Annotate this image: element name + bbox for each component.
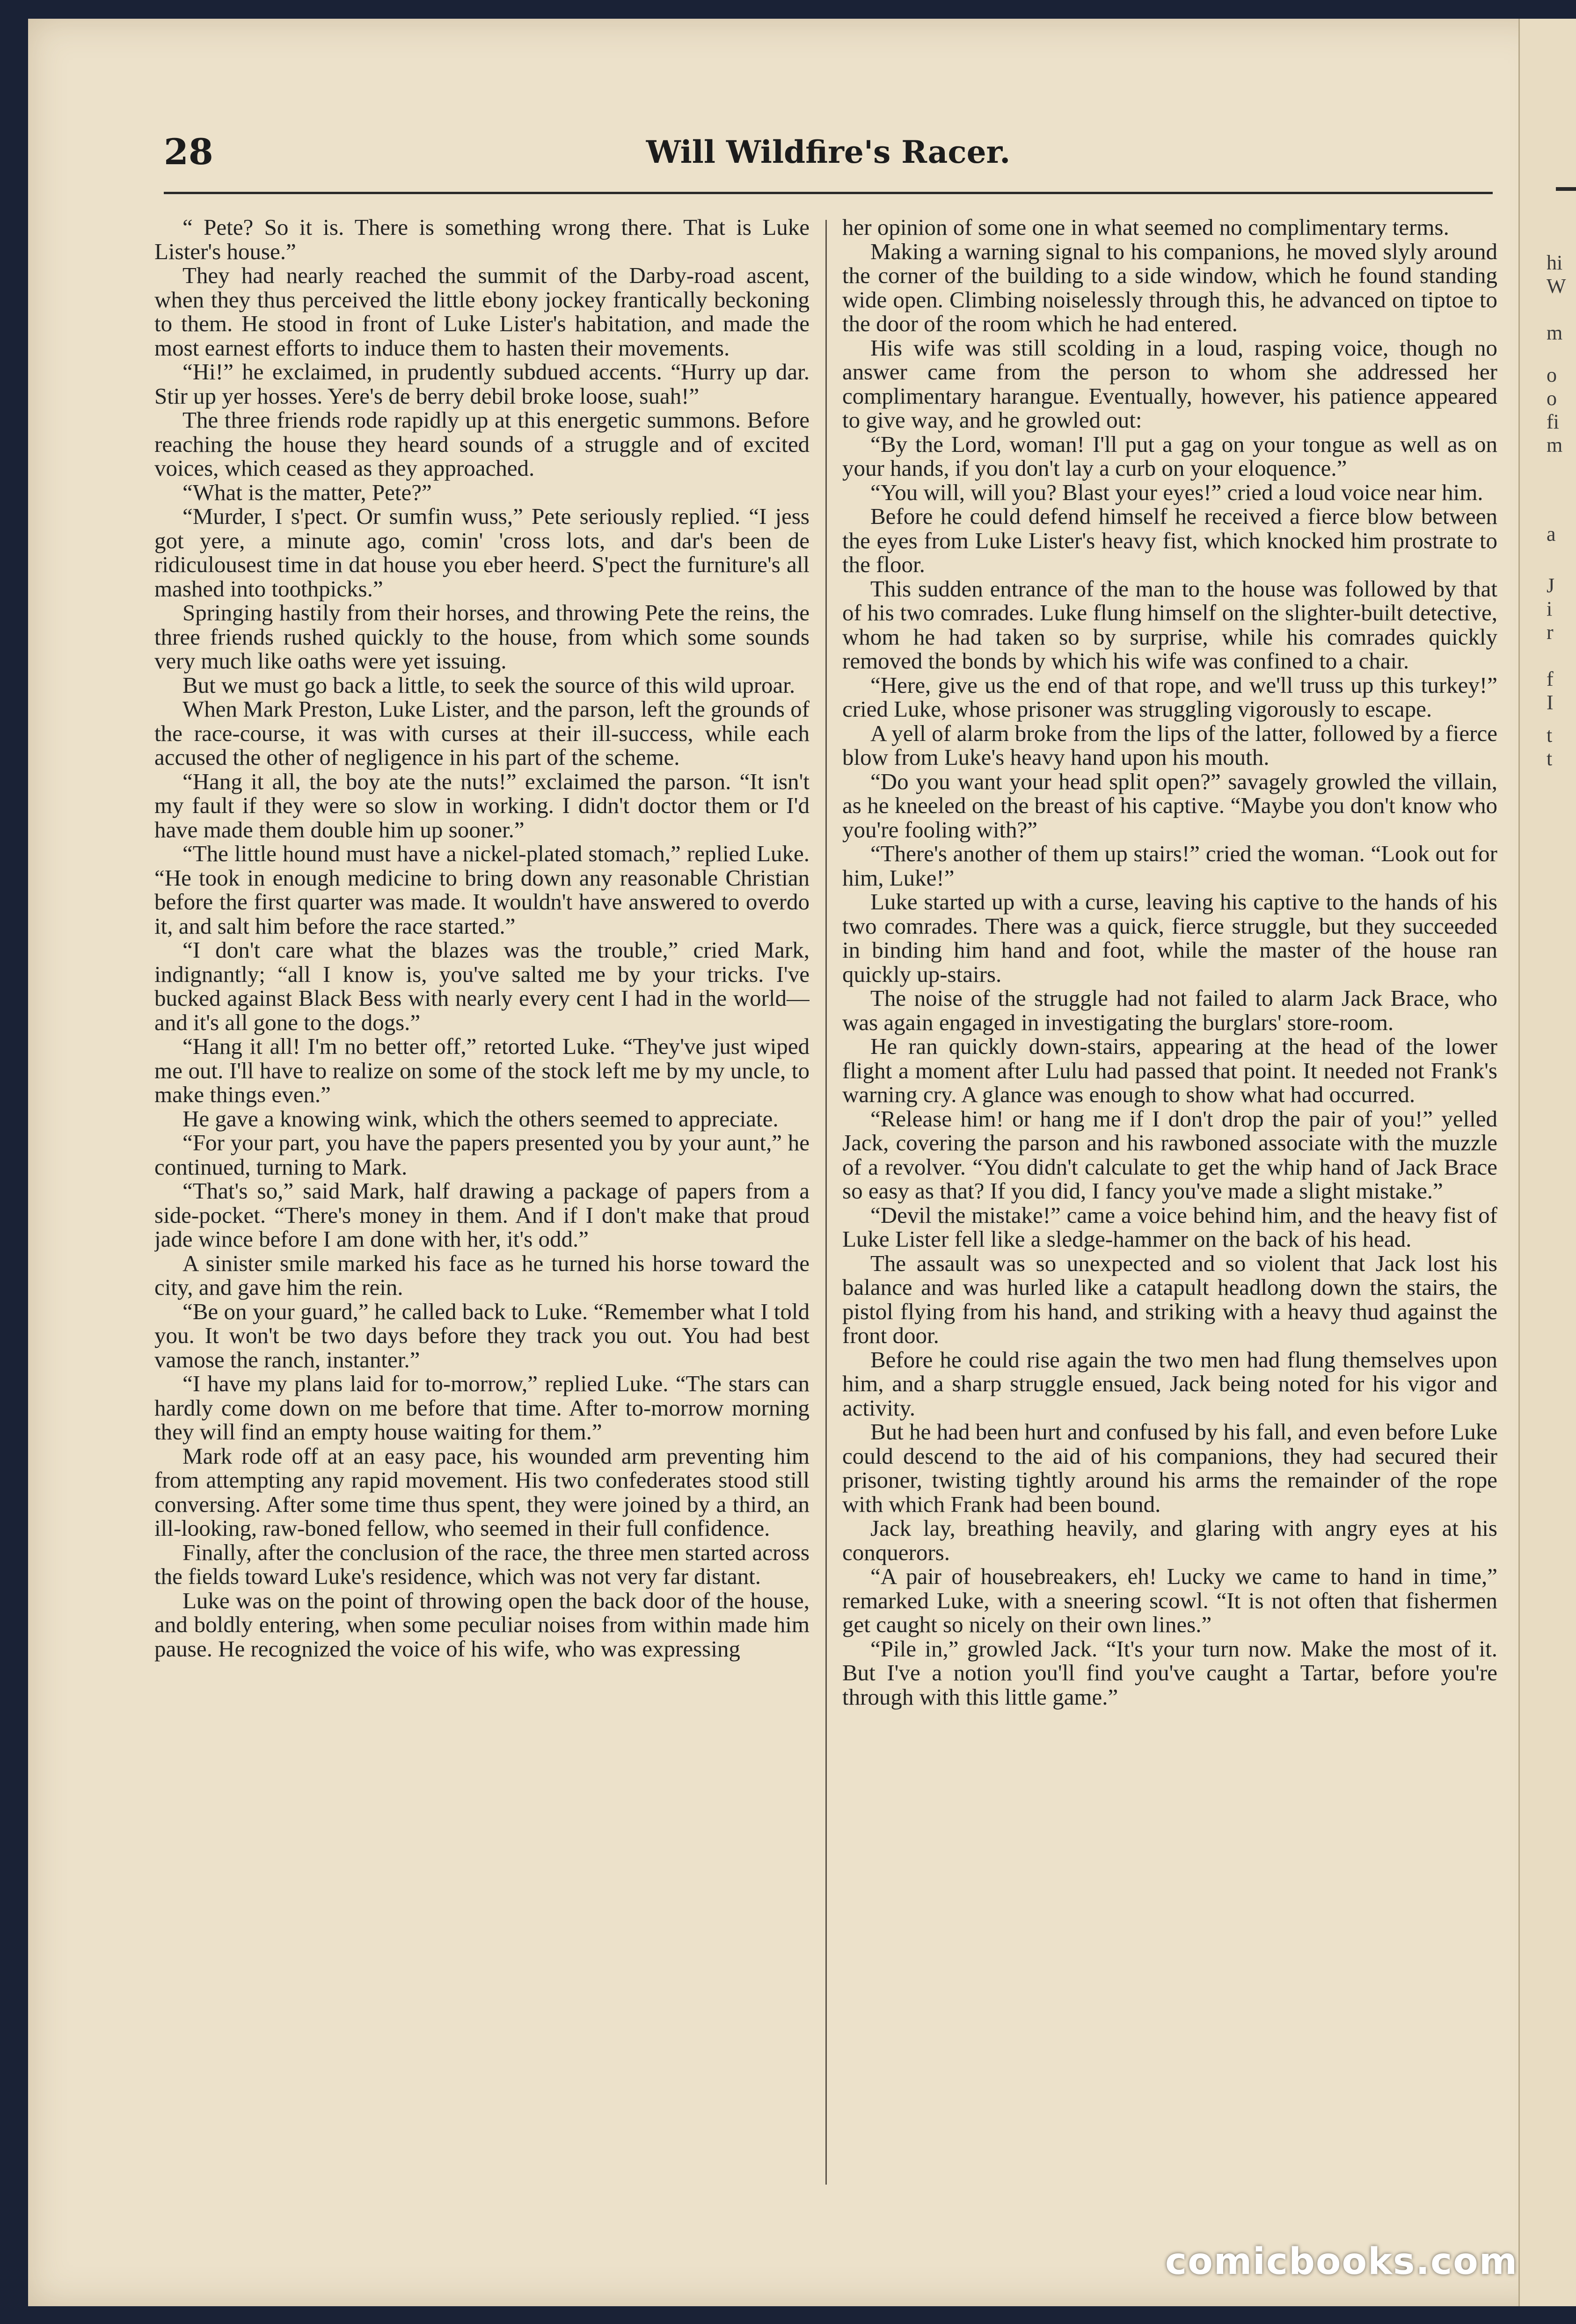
adjacent-page-fragment: r bbox=[1547, 621, 1554, 644]
page-number: 28 bbox=[164, 131, 213, 173]
watermark: comicbooks.com bbox=[1165, 2241, 1518, 2283]
paragraph: “There's another of them up stairs!” cried the woman. “Look out for him, Luke!” bbox=[842, 841, 1497, 891]
paragraph: But we must go back a little, to seek the source of this wild uproar. bbox=[182, 672, 795, 698]
left-column bbox=[154, 215, 810, 2227]
paragraph: A sinister smile marked his face as he turned his horse toward the city, and gave him the rein. bbox=[154, 1250, 810, 1300]
adjacent-page-fragment: f bbox=[1547, 668, 1554, 690]
paragraph: A yell of alarm broke from the lips of the latter, followed by a fierce blow from Luke's heavy hand upon his mouth. bbox=[842, 720, 1497, 770]
paragraph: “Pile in,” growled Jack. “It's your turn now. Make the most of it. But I've a notion you'll find you've caught a Tartar, before you're through with this little game.” bbox=[842, 1635, 1497, 1710]
adjacent-page-fragment: o bbox=[1547, 387, 1557, 410]
adjacent-page-fragment: m bbox=[1547, 434, 1563, 457]
adjacent-page-fragment: o bbox=[1547, 363, 1557, 386]
paragraph: “Do you want your head split open?” savagely growled the villain, as he kneeled on the breast of his captive. “Maybe you don't know who you're fooling with?” bbox=[842, 768, 1497, 842]
paragraph: “Hang it all! I'm no better off,” retorted Luke. “They've just wiped me out. I'll have to realize on some of the stock left me by my uncle, to make things even.” bbox=[154, 1033, 810, 1107]
paragraph: Jack lay, breathing heavily, and glaring with angry eyes at his conquerors. bbox=[842, 1515, 1497, 1565]
paragraph: The assault was so unexpected and so violent that Jack lost his balance and was hurled like a catapult headlong down the stairs, the pistol flying from his hand, and striking with a heavy thud against the front door. bbox=[842, 1250, 1497, 1348]
paragraph: “ Pete? So it is. There is something wrong there. That is Luke Lister's house.” bbox=[154, 215, 810, 264]
paragraph: When Mark Preston, Luke Lister, and the parson, left the grounds of the race-course, it was with curses at their ill-success, while each accused the other of negligence in his part of the scheme. bbox=[154, 696, 810, 770]
adjacent-page-fragment: J bbox=[1547, 574, 1555, 597]
paragraph: “Here, give us the end of that rope, and we'll truss up this turkey!” cried Luke, whose prisoner was struggling vigorously to escape. bbox=[842, 672, 1497, 722]
adjacent-page-fragment: t bbox=[1547, 724, 1553, 747]
paragraph: “What is the matter, Pete?” bbox=[182, 479, 432, 505]
paragraph: The noise of the struggle had not failed to alarm Jack Brace, who was again engaged in investigating the burglars' store-room. bbox=[842, 985, 1497, 1035]
adjacent-page-fragment: W bbox=[1547, 275, 1566, 298]
paragraph: Before he could defend himself he received a fierce blow between the eyes from Luke Lister's heavy fist, which knocked him prostrate to the floor. bbox=[842, 503, 1497, 577]
paragraph: “Hang it all, the boy ate the nuts!” exclaimed the parson. “It isn't my fault if they were so slow in working. I didn't doctor them or I'd have made them double him up sooner.” bbox=[154, 768, 810, 842]
paragraph: He ran quickly down-stairs, appearing at the head of the lower flight a moment after Lulu had passed that point. It needed not Frank's warning cry. A glance was enough to show what had occurred. bbox=[842, 1033, 1497, 1107]
adjacent-page-rule bbox=[1556, 187, 1576, 191]
paragraph: “A pair of housebreakers, eh! Lucky we came to hand in time,” remarked Luke, with a sneering scowl. “It is not often that fishermen get caught so nicely on their own lines.” bbox=[842, 1563, 1497, 1637]
adjacent-page-edge bbox=[1518, 19, 1576, 2306]
adjacent-page-fragment: t bbox=[1547, 747, 1553, 770]
paragraph: “I have my plans laid for to-morrow,” replied Luke. “The stars can hardly come down on me before that time. After to-morrow morning they will find an empty house waiting for them.” bbox=[154, 1371, 810, 1445]
paragraph: “The little hound must have a nickel-plated stomach,” replied Luke. “He took in enough medicine to bring down any reasonable Christian before the first quarter was made. It wouldn't have answered to overdo it, and salt him before the race started.” bbox=[154, 841, 810, 939]
paragraph: “For your part, you have the papers presented you by your aunt,” he continued, turning to Mark. bbox=[154, 1130, 810, 1180]
paragraph: He gave a knowing wink, which the others seemed to appreciate. bbox=[182, 1105, 779, 1132]
paragraph: They had nearly reached the summit of the Darby-road ascent, when they thus perceived the little ebony jockey frantically beckoning to them. He stood in front of Luke Lister's habitation, and made the most earnest efforts to induce them to hasten their movements. bbox=[154, 262, 810, 361]
paragraph: “Devil the mistake!” came a voice behind him, and the heavy fist of Luke Lister fell like a sledge-hammer on the back of his head. bbox=[842, 1202, 1497, 1252]
paragraph: “Be on your guard,” he called back to Luke. “Remember what I told you. It won't be two days before they track you out. You had best vamose the ranch, instanter.” bbox=[154, 1298, 810, 1373]
paragraph: Finally, after the conclusion of the race, the three men started across the fields toward Luke's residence, which was not very far distant. bbox=[154, 1539, 810, 1589]
adjacent-page-fragment: I bbox=[1547, 691, 1554, 714]
page-header bbox=[164, 131, 1493, 178]
paragraph: “That's so,” said Mark, half drawing a package of papers from a side-pocket. “There's money in them. And if I don't make that proud jade wince before I am done with her, it's odd.” bbox=[154, 1178, 810, 1252]
adjacent-page-fragment: hi bbox=[1547, 251, 1563, 274]
adjacent-page-fragment: m bbox=[1547, 321, 1563, 344]
paragraph: But he had been hurt and confused by his fall, and even before Luke could descend to the aid of his companions, they had secured their prisoner, twisting tightly around his arms the remainder of the rope with which Frank had been bound. bbox=[842, 1419, 1497, 1517]
paragraph: Springing hastily from their horses, and throwing Pete the reins, the three friends rushed quickly to the house, from which some sounds very much like oaths were yet issuing. bbox=[154, 600, 810, 674]
paragraph: Mark rode off at an easy pace, his wounded arm preventing him from attempting any rapid movement. His two confederates stood still conversing. After some time thus spent, they were joined by a third, an ill-looking, raw-boned fellow, who seemed in their full confidence. bbox=[154, 1443, 810, 1541]
paragraph: Making a warning signal to his companions, he moved slyly around the corner of the building to a side window, which he found standing wide open. Climbing noiselessly through this, he advanced on tiptoe to the door of the room which he had entered. bbox=[842, 238, 1497, 336]
paragraph: Luke was on the point of throwing open the back door of the house, and boldly entering, when some peculiar noises from within made him pause. He recognized the voice of his wife, who was expressing bbox=[154, 1587, 810, 1662]
paragraph: The three friends rode rapidly up at this energetic summons. Before reaching the house they heard sounds of a struggle and of excited voices, which ceased as they approached. bbox=[154, 407, 810, 481]
adjacent-page-fragment: fi bbox=[1547, 410, 1559, 433]
paragraph: “Hi!” he exclaimed, in prudently subdued accents. “Hurry up dar. Stir up yer hosses. Yere's de berry debil broke loose, suah!” bbox=[154, 359, 810, 409]
header-rule bbox=[164, 192, 1493, 194]
paragraph: This sudden entrance of the man to the house was followed by that of his two comrades. Luke flung himself on the slighter-built detective, whom he had taken so by surprise, while his comrades quickly removed the bonds by which his wife was confined to a chair. bbox=[842, 575, 1497, 674]
right-column bbox=[842, 215, 1497, 2227]
adjacent-page-fragment: i bbox=[1547, 597, 1553, 620]
paragraph: Luke started up with a curse, leaving his captive to the hands of his two comrades. There was a quick, fierce struggle, but they succeeded in binding him hand and foot, while the master of the house ran quickly up-stairs. bbox=[842, 889, 1497, 987]
column-divider bbox=[825, 220, 827, 2185]
paragraph: “I don't care what the blazes was the trouble,” cried Mark, indignantly; “all I know is, you've salted me by your tricks. I've bucked against Black Bess with nearly every cent I had in the world—and it's all gone to the dogs.” bbox=[154, 937, 810, 1035]
paragraph: “By the Lord, woman! I'll put a gag on your tongue as well as on your hands, if you don't lay a curb on your eloquence.” bbox=[842, 431, 1497, 481]
paragraph: “Release him! or hang me if I don't drop the pair of you!” yelled Jack, covering the parson and his rawboned associate with the muzzle of a revolver. “You didn't calculate to get the whip hand of Jack Brace so easy as that? If you did, I fancy you've made a slight mistake.” bbox=[842, 1105, 1497, 1204]
running-title: Will Wildfire's Racer. bbox=[646, 134, 1011, 170]
paragraph: His wife was still scolding in a loud, rasping voice, though no answer came from the person to whom she addressed her complimentary harangue. Eventually, however, his patience appeared to give way, and he growled out: bbox=[842, 334, 1497, 433]
paragraph: “Murder, I s'pect. Or sumfin wuss,” Pete seriously replied. “I jess got yere, a minute ago, comin' 'cross lots, and dar's been de ridiculousest time in dat house you eber heerd. S'pect the furniture's all mashed into toothpicks.” bbox=[154, 503, 810, 602]
paragraph: “You will, will you? Blast your eyes!” cried a loud voice near him. bbox=[870, 479, 1483, 505]
paragraph: her opinion of some one in what seemed no complimentary terms. bbox=[842, 215, 1449, 240]
paragraph: Before he could rise again the two men had flung themselves upon him, and a sharp struggle ensued, Jack being noted for his vigor and activity. bbox=[842, 1346, 1497, 1421]
adjacent-page-fragment: a bbox=[1547, 523, 1556, 545]
